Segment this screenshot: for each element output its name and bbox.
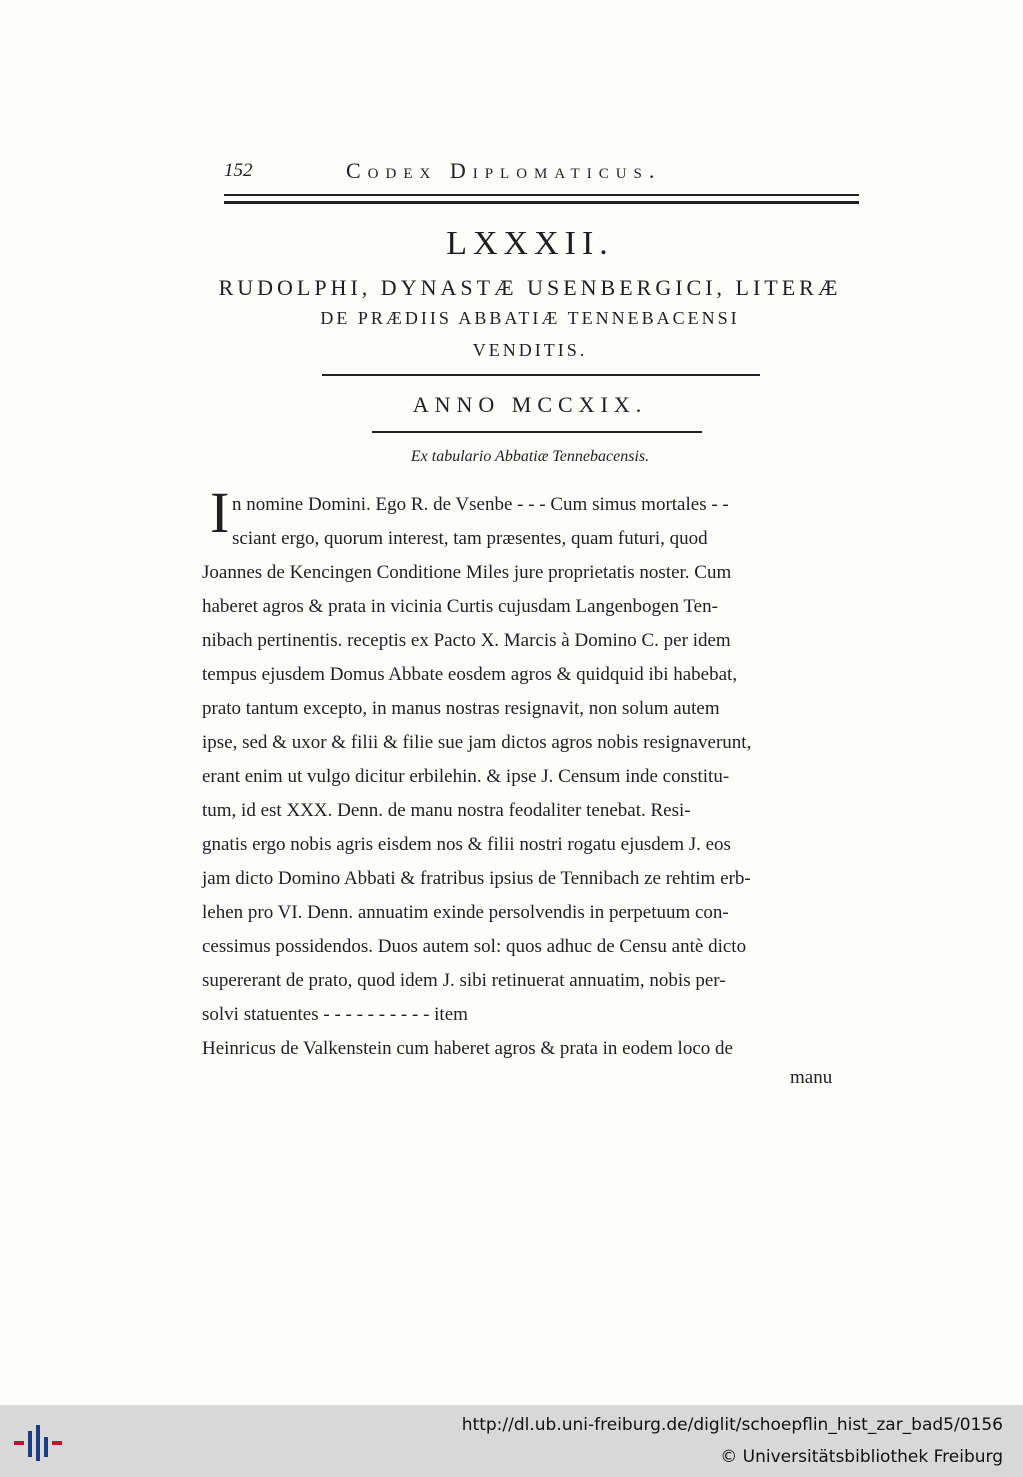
body-line: n nomine Domini. Ego R. de Vsenbe - - - Cum simus mortales - - (232, 494, 729, 515)
library-logo-icon (10, 1415, 66, 1471)
copyright-notice: © Universitätsbibliothek Freiburg (720, 1447, 1003, 1467)
footer-bar (0, 1405, 1023, 1477)
title-rule (322, 374, 760, 376)
body-line: lehen pro VI. Denn. annuatim exinde persolvendis in perpetuum con- (202, 902, 729, 923)
header-rule-top (224, 194, 859, 196)
body-line: Joannes de Kencingen Conditione Miles jure proprietatis noster. Cum (202, 562, 732, 583)
body-line: sciant ergo, quorum interest, tam præsentes, quam futuri, quod (232, 528, 708, 549)
document-number: LXXXII. (446, 225, 614, 262)
body-line: prato tantum excepto, in manus nostras resignavit, non solum autem (202, 698, 720, 719)
body-line: nibach pertinentis. receptis ex Pacto X. Marcis à Domino C. per idem (202, 630, 731, 651)
body-line: solvi statuentes - - - - - - - - - - item (202, 1004, 468, 1025)
body-line: ipse, sed & uxor & filii & filie sue jam dictos agros nobis resignaverunt, (202, 732, 752, 753)
document-title-line: DE PRÆDIIS ABBATIÆ TENNEBACENSI (320, 308, 740, 328)
body-line: supererant de prato, quod idem J. sibi retinuerat annuatim, nobis per- (202, 970, 726, 991)
drop-cap: I (210, 480, 230, 545)
running-title: Codex Diplomaticus. (346, 158, 662, 183)
running-head (224, 158, 864, 186)
document-source: Ex tabulario Abbatiæ Tennebacensis. (410, 448, 650, 465)
year-rule (372, 431, 702, 433)
body-line: haberet agros & prata in vicinia Curtis cujusdam Langenbogen Ten- (202, 596, 718, 617)
header-rule-bottom (224, 201, 859, 204)
body-line: gnatis ergo nobis agris eisdem nos & filii nostri rogatu ejusdem J. eos (202, 834, 731, 855)
document-title-line: VENDITIS. (472, 340, 588, 360)
body-line: erant enim ut vulgo dicitur erbilehin. & ipse J. Censum inde constitu- (202, 766, 730, 787)
body-line: jam dicto Domino Abbati & fratribus ipsius de Tennibach ze rehtim erb- (202, 868, 751, 889)
permalink-url[interactable]: http://dl.ub.uni-freiburg.de/diglit/schoepflin_hist_zar_bad5/0156 (461, 1415, 1003, 1435)
catchword: manu (790, 1067, 833, 1088)
document-title-line: RUDOLPHI, DYNASTÆ USENBERGICI, LITERÆ (218, 275, 842, 300)
document-year: ANNO MCCXIX. (412, 392, 648, 417)
body-line: tempus ejusdem Domus Abbate eosdem agros & quidquid ibi habebat, (202, 664, 738, 685)
body-line: Heinricus de Valkenstein cum haberet agros & prata in eodem loco de (202, 1038, 733, 1059)
page-number: 152 (224, 160, 253, 181)
body-line: tum, id est XXX. Denn. de manu nostra feodaliter tenebat. Resi- (202, 800, 691, 821)
body-line: cessimus possidendos. Duos autem sol: quos adhuc de Censu antè dicto (202, 936, 747, 957)
body-text (202, 480, 857, 1066)
